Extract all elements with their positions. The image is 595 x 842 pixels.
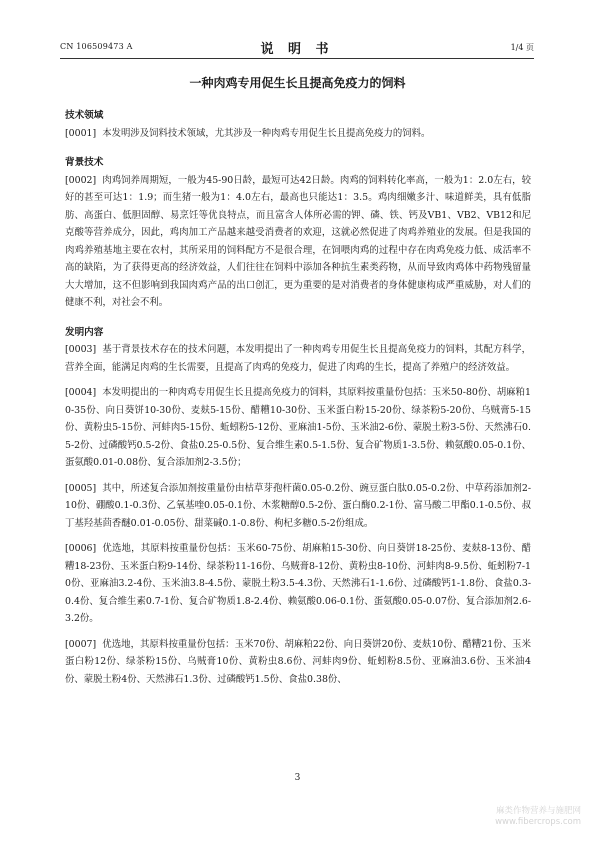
watermark-site-name: 麻类作物营养与施肥网 — [495, 806, 581, 816]
paragraph-text: 本发明提出的一种肉鸡专用促生长且提高免疫力的饲料，其原料按重量份包括：玉米50-80份、胡麻粕10-35份、向日葵饼10-30份、麦麸5-15份、醋糟10-30份、玉米蛋白粉15-20份、绿茶粉5-20份、乌贼膏5-15份、黄粉虫5-15份、河蚌肉5-15份、蚯蚓粉5-12份、亚麻油1-5份、玉米油2-6份、蒙脱土粉3-5份、天然沸石0.5-2份、过磷酸钙0.5-2份、食盐0.25-0.5份、复合维生素0.5-1.5份、复合矿物质1-3.5份、赖氨酸0.05-0.1份、蛋氨酸0.01-0.08份、复合添加剂2-3.5份； — [65, 387, 531, 468]
section-heading-invention: 发明内容 — [65, 326, 104, 338]
paragraph-0003 — [65, 341, 531, 376]
document-body — [65, 107, 531, 688]
paragraph-number: [0004] — [65, 387, 97, 398]
site-watermark — [495, 806, 581, 828]
header-divider — [60, 58, 534, 59]
paragraph-text: 基于背景技术存在的技术问题，本发明提出了一种肉鸡专用促生长且提高免疫力的饲料，其配方科学，营养全面，能满足肉鸡的生长需要，且提高了肉鸡的免疫力，促进了肉鸡的生长，提高了养殖户的经济效益。 — [65, 344, 531, 373]
document-type-label: 说 明 书 — [260, 42, 334, 57]
paragraph-text: 本发明涉及饲料技术领域，尤其涉及一种肉鸡专用促生长且提高免疫力的饲料。 — [102, 127, 431, 139]
paragraph-number: [0003] — [65, 344, 97, 355]
paragraph-number: [0006] — [65, 543, 97, 554]
paragraph-number: [0002] — [65, 174, 97, 186]
paragraph-0001 — [65, 125, 531, 143]
page-indicator: 1/4 页 — [510, 43, 534, 52]
paragraph-number: [0005] — [65, 482, 97, 494]
paragraph-number: [0007] — [65, 638, 97, 650]
paragraph-0006 — [65, 540, 531, 628]
paragraph-0007 — [65, 636, 531, 689]
paragraph-number: [0001] — [65, 127, 97, 139]
publication-number: CN 106509473 A — [60, 42, 133, 51]
paragraph-0002 — [65, 172, 531, 312]
document-title: 一种肉鸡专用促生长且提高免疫力的饲料 — [189, 76, 406, 90]
watermark-url: www.fibercrops.com — [495, 817, 581, 827]
paragraph-text: 优选地，其原料按重量份包括：玉米60-75份、胡麻粕15-30份、向日葵饼18-25份、麦麸8-13份、醋糟18-23份、玉米蛋白粉9-14份、绿茶粉11-16份、乌贼膏8-12份、黄粉虫8-10份、河蚌肉8-9.5份、蚯蚓粉7-10份、亚麻油3.2-4份、玉米油3.8-4.5份、蒙脱土粉3.5-4.3份、天然沸石1-1.6份、过磷酸钙1-1.8份、食盐0.3-0.4份、复合维生素0.7-1份、复合矿物质1.8-2.4份、赖氨酸0.06-0.1份、蛋氨酸0.05-0.07份、复合添加剂2.6-3.2份。 — [65, 543, 531, 624]
section-heading-background: 背景技术 — [65, 157, 104, 168]
page-header — [60, 38, 534, 58]
page-number: 3 — [294, 773, 301, 783]
paragraph-text: 其中，所述复合添加剂按重量份由枯草芽孢杆菌0.05-0.2份、豌豆蛋白肽0.05-0.2份、中草药添加剂2-10份、硼酸0.1-0.3份、乙氧基喹0.05-0.1份、木浆糖醇0.5-2份、蛋白酶0.2-1份、富马酸二甲酯0.1-0.5份、叔丁基羟基茴香醚0.01-0.05份、甜菜碱0.1-0.8份、枸杞多糖0.5-2份组成。 — [65, 482, 531, 529]
paragraph-0005 — [65, 480, 531, 533]
paragraph-text: 肉鸡饲养周期短，一般为45-90日龄，最短可达42日龄。肉鸡的饲料转化率高，一般为1：2.0左右，较好的甚至可达1：1.9；而生猪一般为1：4.0左右，最高也只能达1：3.5。鸡肉细嫩多汁、味道鲜美，具有低脂肪、高蛋白、低胆固醇、易烹饪等优良特点，而且富含人体所必需的钾、磷、铁、钙及VB1、VB2、VB12和尼克酸等营养成分，因此，鸡肉加工产品越来越受消费者的欢迎，这就必然促进了肉鸡养殖业的发展。但是我国的肉鸡养殖基地主要在农村，其所采用的饲料配方不是很合理，在饲喂肉鸡的过程中存在肉鸡免疫力低、成活率不高的缺陷，为了获得更高的经济效益，人们往往在饲料中添加各种抗生素类药物，从而导致肉鸡体中药物残留量大大增加，这不但影响到我国肉鸡产品的出口创汇，更为重要的是对消费者的身体健康构成严重威胁，对人们的健康不利，对社会不利。 — [65, 174, 531, 308]
paragraph-text: 优选地，其原料按重量份包括：玉米70份、胡麻粕22份、向日葵饼20份、麦麸10份、醋糟21份、玉米蛋白粉12份、绿茶粉15份、乌贼膏10份、黄粉虫8.6份、河蚌肉9份、蚯蚓粉8.5份、亚麻油3.6份、玉米油4份、蒙脱土粉4份、天然沸石1.3份、过磷酸钙1.5份、食盐0.38份、 — [65, 638, 531, 685]
paragraph-0004 — [65, 384, 531, 472]
section-heading-tech-field: 技术领域 — [65, 110, 104, 121]
